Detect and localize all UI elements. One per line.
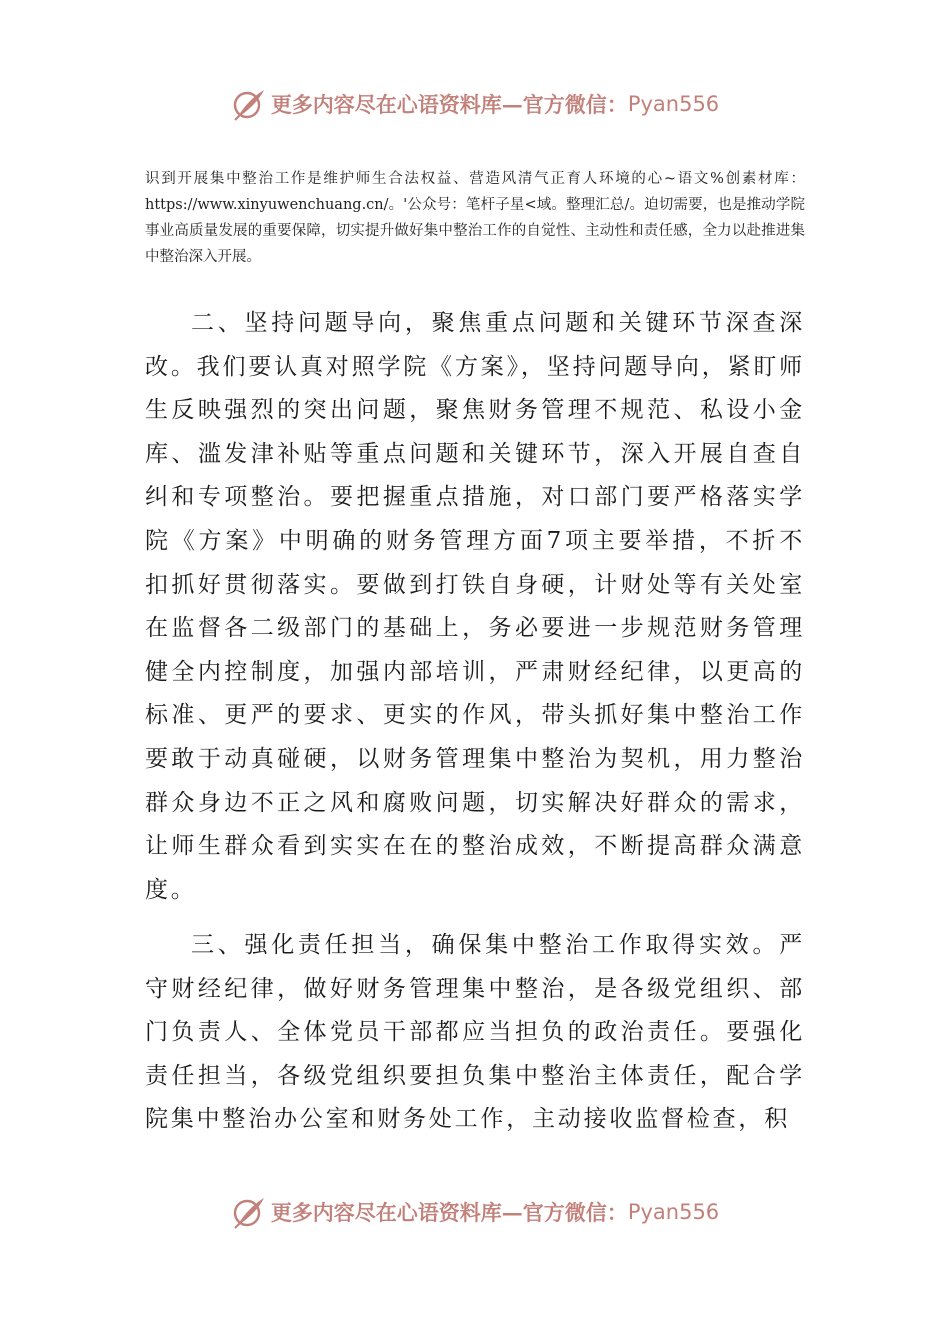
banner-wechat-handle: Pyan556: [627, 1200, 720, 1224]
paragraph-3: 三、强化责任担当，确保集中整治工作取得实效。严守财经纪律，做好财务管理集中整治，是各级党组织、部门负责人、全体党员干部都应当担负的政治责任。要强化责任担当，各级党组织要担负集中整治主体责任，配合学院集中整治办公室和财务处工作，主动接收监督检查，积: [145, 932, 805, 1133]
footer-banner: [0, 1192, 950, 1232]
quill-logo-icon: [231, 86, 267, 122]
quill-logo-icon: [231, 1194, 267, 1230]
banner-title: 更多内容尽在心语资料库—官方微信：: [270, 92, 628, 117]
banner-wechat-handle: Pyan556: [627, 92, 720, 116]
header-banner: [0, 84, 950, 124]
intro-paragraph: 识到开展集中整治工作是维护师生合法权益、营造风清气正育人环境的心~语文%创素材库：https://www.xinyuwenchuang.cn/。'公众号：笔杆子星<域。整理汇总/。迫切需要，也是推动学院事业高质量发展的重要保障，切实提升做好集中整治工作的自觉性、主动性和责任感，全力以赴推进集中整治深入开展。: [145, 171, 805, 265]
banner-title: 更多内容尽在心语资料库—官方微信：: [270, 1200, 628, 1225]
paragraph-2: 二、坚持问题导向，聚焦重点问题和关键环节深查深改。我们要认真对照学院《方案》，坚持问题导向，紧盯师生反映强烈的突出问题，聚焦财务管理不规范、私设小金库、滥发津补贴等重点问题和关键环节，深入开展自查自纠和专项整治。要把握重点措施，对口部门要严格落实学院《方案》中明确的财务管理方面7项主要举措，不折不扣抓好贯彻落实。要做到打铁自身硬，计财处等有关处室在监督各二级部门的基础上，务必要进一步规范财务管理健全内控制度，加强内部培训，严肃财经纪律，以更高的标准、更严的要求、更实的作风，带头抓好集中整治工作要敢于动真碰硬，以财务管理集中整治为契机，用力整治群众身边不正之风和腐败问题，切实解决好群众的需求，让师生群众看到实实在在的整治成效，不断提高群众满意度。: [145, 310, 805, 903]
